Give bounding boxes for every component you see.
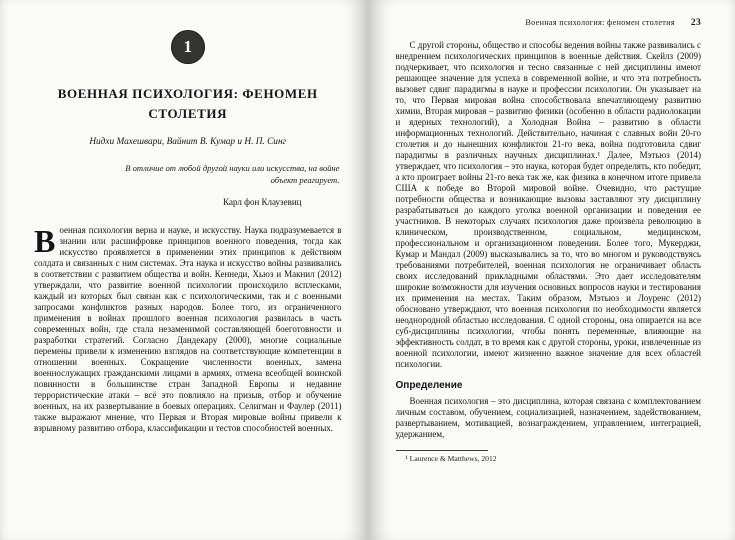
chapter-number: 1 <box>183 37 192 56</box>
page-number: 23 <box>690 18 701 28</box>
section-heading-definition: Определение <box>395 380 463 391</box>
definition-paragraph: Военная психология – это дисциплина, которая связана с комплектованием личным составом, обучением, социализацией, назначением, задействованием, развертыванием, мотивацией, вознаграждением, управлением, интеграцией, удержанием, <box>395 396 701 439</box>
footnote-block <box>396 450 702 464</box>
right-body-paragraph: С другой стороны, общество и способы ведения войны также развивались с внедрением психологических принципов в военные действия. Скейлз (2009) подчеркивает, что психология и тесно связанные с ней дисциплины имеют решающее значение для успеха в современной войне, и что эта потребность вызовет сдвиг парадигмы в науке и профессии психологии. Он указывает на то, что Первая мировая война способствовала впечатляющему развитию химии, Вторая мировая – развитию физики (особенно в области радиолокации и ядерных технологий), а Холодная Война – развитию в области информационных технологий. Действительно, начиная с славных войн 20-го столетия и до нынешних конфликтов 21-го века, война подготовила сдвиг парадигмы в различных научных дисциплинах.¹ Далее, Мэтьюз (2014) утверждает, что психология – это наука, которая будет определять, кто победит, а кто проиграет войны 21-го века так же, как физика в конечном итоге привела США к победе во Второй мировой войне. Очевидно, что растущие потребности общества и возникающие вызовы заставляют эту дисциплину разрабатываться до каждого уголка военной организации и поведения ее участников. В некоторых случаях психология даже произвела революцию в клиническом, производственном, социальном, медицинском, профессиональном и организационном поведении. Более того, Мукерджи, Кумар и Мандал (2009) высказывались за то, что во многом и руководствуясь требованиями потребителей, военная психология не ограничивает область своих исследований прикладными областями. Это дает исследователям широкие возможности для изучения основных вопросов науки и тестирования их применения на местах. Таким образом, Мэтьюз и Лоуренс (2012) обосновано утверждают, что военная психология по необходимости является неоднородной областью исследования. С одной стороны, она опирается на все суб-дисциплины психологии, чтобы понять переменные, влияющие на эффективность солдат, в то время как с другой стороны, уроки, извлеченные из военной психологии, имеют жизненно важное значение для всех областей психологии. <box>395 40 701 369</box>
chapter-number-badge <box>171 30 205 64</box>
footnote: ¹ Laurence & Matthews, 2012 <box>405 454 497 463</box>
right-page <box>368 0 735 540</box>
running-header-title: Военная психология: феномен столетия <box>525 18 675 27</box>
left-body-text <box>34 225 342 434</box>
drop-cap: В <box>34 223 56 260</box>
right-body-text <box>396 40 702 440</box>
running-header <box>396 18 702 28</box>
authors-line: Нидхи Махешвари, Вайнит В. Кумар и Н. П. Синг <box>89 137 287 148</box>
epigraph-attribution: Карл фон Клаузевиц <box>223 197 302 208</box>
chapter-title: ВОЕННАЯ ПСИХОЛОГИЯ: ФЕНОМЕН СТОЛЕТИЯ <box>57 86 318 122</box>
left-body-paragraph: оенная психология верна и науке, и искусству. Наука подразумевается в знании или расшифровке принципов военного поведения, тогда как искусство проявляется в применении этих принципов к действиям солдата и связанных с ним системах. Эта наука и искусство войны развивались в соответствии с развитием общества и войн. Кеннеди, Хьюз и Макнил (2012) утверждали, что развитие военной психологии происходило всплесками, каждый из которых был связан как с психологическими, так и с военными запросами конфликтов разных народов. Более того, из ограниченного применения в войнах прошлого военная психология развилась в часть современных войн, где стала незаменимой составляющей боеготовности и разработки стратегий. Согласно Дандекару (2000), многие социальные перемены привели к изменению взглядов на соответствующие компетенции в отношении военных. Сокращение численности военных, замена военнослужащих гражданскими лицами в армиях, отмена всеобщей воинской повинности в большинстве стран Западной Европы и недавние террористические атаки – всё это повлияло на призыв, отбор и обучение военных, на их развертывание в боевых операциях. Селигман и Фаулер (2011) также выражают мнение, что Первая и Вторая мировые войны привели к взрывному развитию отбора, классификации и тестов способностей военных. <box>34 225 342 434</box>
epigraph: В отличие от любой другой науки или искусства, на войне объект реагирует. <box>125 163 340 186</box>
footnote-rule <box>396 450 488 451</box>
